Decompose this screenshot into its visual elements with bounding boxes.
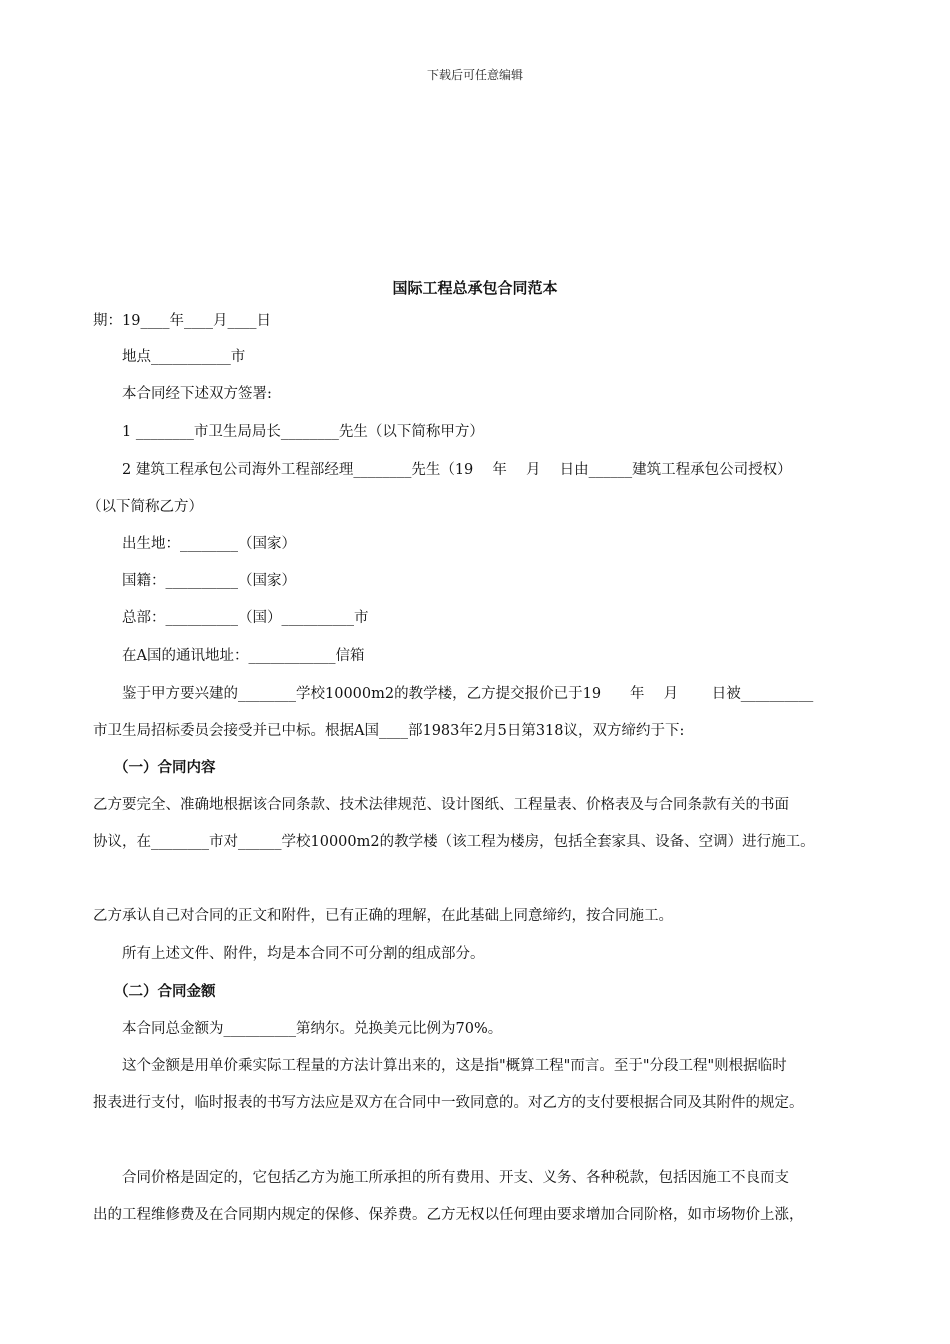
party-b-line: 2 建筑工程承包公司海外工程部经理________先生（19 年 月 日由______建筑工程承包公司授权） (122, 462, 792, 478)
contract-content-line-2: 协议，在________市对______学校10000m2的教学楼（该工程为楼房，包括全套家具、设备、空调）进行施工。 (93, 834, 815, 850)
contract-content-line-3: 乙方承认自己对合同的正文和附件，已有正确的理解，在此基础上同意缔约，按合同施工。 (93, 908, 673, 924)
address-line: 在A国的通讯地址：____________信箱 (122, 648, 365, 664)
place-line: 地点___________市 (122, 349, 246, 365)
preamble-line-2: 市卫生局招标委员会接受并已中标。根据A国____部1983年2月5日第318议，双方缔约于下: (93, 723, 685, 739)
document-title: 国际工程总承包合同范本 (392, 279, 558, 297)
section-2-heading: （二）合同金额 (114, 984, 216, 1000)
amount-line-2: 这个金额是用单价乘实际工程量的方法计算出来的，这是指"概算工程"而言。至于"分段工程"则根据临时 (122, 1058, 787, 1074)
birthplace-line: 出生地：________（国家） (122, 536, 296, 552)
signatories-intro: 本合同经下述双方签署: (122, 386, 272, 402)
party-b-line-cont: （以下简称乙方） (87, 499, 203, 515)
headquarters-line: 总部：__________（国）__________市 (122, 610, 369, 626)
header-note: 下载后可任意编辑 (426, 68, 523, 82)
section-1-heading: （一）合同内容 (114, 760, 216, 776)
amount-line-1: 本合同总金额为__________第纳尔。兑换美元比例为70%。 (122, 1021, 503, 1037)
preamble-line-1: 鉴于甲方要兴建的________学校10000m2的教学楼，乙方提交报价已于19 年 月 日被__________ (122, 686, 814, 702)
contract-content-line-1: 乙方要完全、准确地根据该合同条款、技术法律规范、设计图纸、工程量表、价格表及与合同条款有关的书面 (93, 797, 789, 813)
price-line-1: 合同价格是固定的，它包括乙方为施工所承担的所有费用、开支、义务、各种税款，包括因施工不良而支 (122, 1170, 789, 1186)
party-a-line: 1 ________市卫生局局长________先生（以下简称甲方） (122, 424, 484, 440)
contract-content-line-4: 所有上述文件、附件，均是本合同不可分割的组成部分。 (122, 946, 485, 962)
date-line: 期：19____年____月____日 (93, 313, 271, 329)
price-line-2: 出的工程维修费及在合同期内规定的保修、保养费。乙方无权以任何理由要求增加合同阶格，如市场物价上涨， (93, 1207, 804, 1223)
amount-line-3: 报表进行支付，临时报表的书写方法应是双方在合同中一致同意的。对乙方的支付要根据合同及其附件的规定。 (93, 1095, 804, 1111)
nationality-line: 国籍：__________（国家） (122, 573, 296, 589)
